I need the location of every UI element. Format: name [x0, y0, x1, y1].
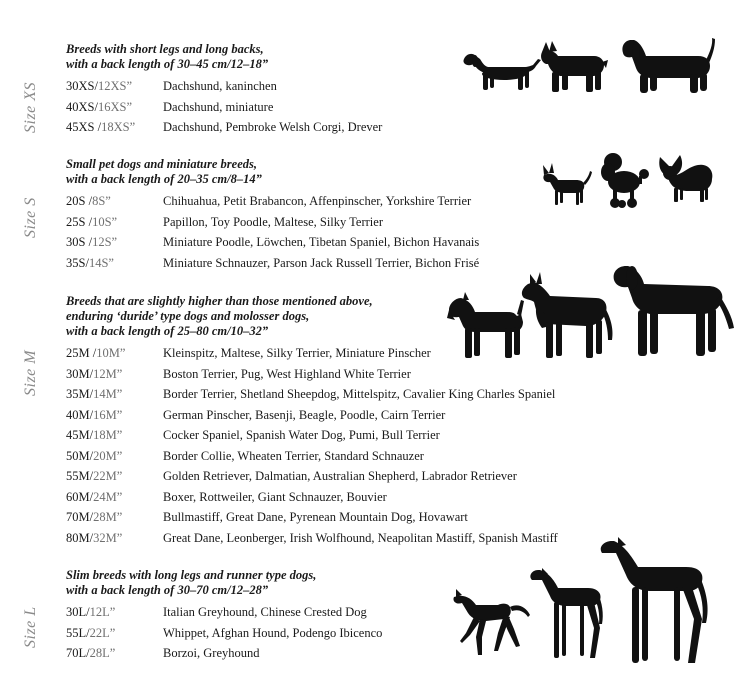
heading-line: with a back length of 30–70 cm/12–28”: [66, 583, 269, 597]
section-heading-xs: [66, 42, 268, 72]
breed-list: Bullmastiff, Great Dane, Pyrenean Mountain Dog, Hovawart: [163, 510, 468, 524]
breed-list: Miniature Poodle, Löwchen, Tibetan Spaniel, Bichon Havanais: [163, 235, 480, 249]
breed-list: Dachshund, kaninchen: [163, 79, 277, 93]
size-code: 35S/14S”: [66, 255, 114, 270]
heading-line: enduring ‘duride’ type dogs and molosser dogs,: [66, 309, 310, 323]
schnauzer-icon: [447, 290, 527, 362]
corgi-icon: [538, 38, 608, 98]
breed-list: Golden Retriever, Dalmatian, Australian Shepherd, Labrador Retriever: [163, 469, 517, 483]
size-code: 30S /12S”: [66, 235, 118, 249]
breed-list: Dachshund, Pembroke Welsh Corgi, Drever: [163, 120, 383, 134]
breed-list: Great Dane, Leonberger, Irish Wolfhound, Neapolitan Mastiff, Spanish Mastiff: [163, 530, 558, 545]
size-code: 50M/20M”: [66, 448, 123, 463]
breed-list: Chihuahua, Petit Brabancon, Affenpinscher, Yorkshire Terrier: [163, 194, 472, 208]
breed-list: Border Collie, Wheaten Terrier, Standard Schnauzer: [163, 448, 424, 463]
heading-line: Small pet dogs and miniature breeds,: [66, 157, 257, 171]
size-code: 25S /10S”: [66, 214, 118, 229]
whippet-icon: [528, 566, 606, 662]
size-code: 70L/28L”: [66, 646, 116, 660]
breed-list: Whippet, Afghan Hound, Podengo Ibicenco: [163, 625, 383, 640]
size-code: 30L/12L”: [66, 605, 116, 619]
heading-line: Breeds with short legs and long backs,: [66, 42, 264, 56]
heading-line: with a back length of 30–45 cm/12–18”: [66, 57, 269, 71]
section-heading-s: [66, 157, 262, 187]
chihuahua-icon: [540, 163, 592, 207]
size-code: 55L/22L”: [66, 625, 116, 640]
size-code: 55M/22M”: [66, 469, 123, 483]
size-code: 80M/32M”: [66, 530, 123, 545]
heading-line: with a back length of 25–80 cm/10–32”: [66, 324, 269, 338]
size-code: 40M/16M”: [66, 407, 123, 422]
size-code: 25M /10M”: [66, 346, 126, 360]
size-code: 40XS/16XS”: [66, 99, 132, 114]
size-code: 35M/14M”: [66, 387, 123, 401]
size-code: 45XS /18XS”: [66, 120, 136, 134]
breed-list: Border Terrier, Shetland Sheepdog, Mittelspitz, Cavalier King Charles Spaniel: [163, 387, 556, 401]
heading-line: with a back length of 20–35 cm/8–14”: [66, 172, 262, 186]
heading-line: Breeds that are slightly higher than those mentioned above,: [66, 294, 373, 308]
size-code: 70M/28M”: [66, 510, 123, 524]
section-heading-m: [66, 294, 373, 339]
collie-icon: [520, 270, 615, 362]
retriever-icon: [612, 262, 734, 362]
breed-list: Papillon, Toy Poodle, Maltese, Silky Terrier: [163, 214, 383, 229]
greyhound-icon: [598, 535, 710, 667]
size-code: 30XS/12XS”: [66, 79, 132, 93]
dachshund-icon: [462, 46, 542, 96]
breed-list: Miniature Schnauzer, Parson Jack Russell Terrier, Bichon Frisé: [163, 255, 480, 270]
breed-list: German Pinscher, Basenji, Beagle, Poodle, Cairn Terrier: [163, 407, 446, 422]
size-code: 45M/18M”: [66, 428, 123, 442]
size-code: 60M/24M”: [66, 489, 123, 504]
breed-list: Boston Terrier, Pug, West Highland White Terrier: [163, 366, 411, 381]
breed-list: Italian Greyhound, Chinese Crested Dog: [163, 605, 367, 619]
poodle-icon: [600, 152, 652, 210]
basset-icon: [620, 36, 715, 96]
size-label-l: Size L: [22, 606, 39, 648]
size-code: 30M/12M”: [66, 366, 123, 381]
section-heading-l: [66, 568, 316, 598]
heading-line: Slim breeds with long legs and runner type dogs,: [66, 568, 317, 582]
size-code: 20S /8S”: [66, 194, 111, 208]
size-label-xs: Size XS: [22, 81, 39, 133]
papillon-icon: [658, 155, 716, 205]
breed-list: Dachshund, miniature: [163, 99, 274, 114]
breed-list: Cocker Spaniel, Spanish Water Dog, Pumi, Bull Terrier: [163, 428, 440, 442]
size-label-m: Size M: [22, 349, 39, 396]
breed-list: Boxer, Rottweiler, Giant Schnauzer, Bouvier: [163, 489, 387, 504]
size-label-s: Size S: [22, 197, 39, 238]
breed-list: Kleinspitz, Maltese, Silky Terrier, Miniature Pinscher: [163, 346, 431, 360]
italian-greyhound-icon: [452, 585, 532, 660]
breed-list: Borzoi, Greyhound: [163, 646, 260, 660]
